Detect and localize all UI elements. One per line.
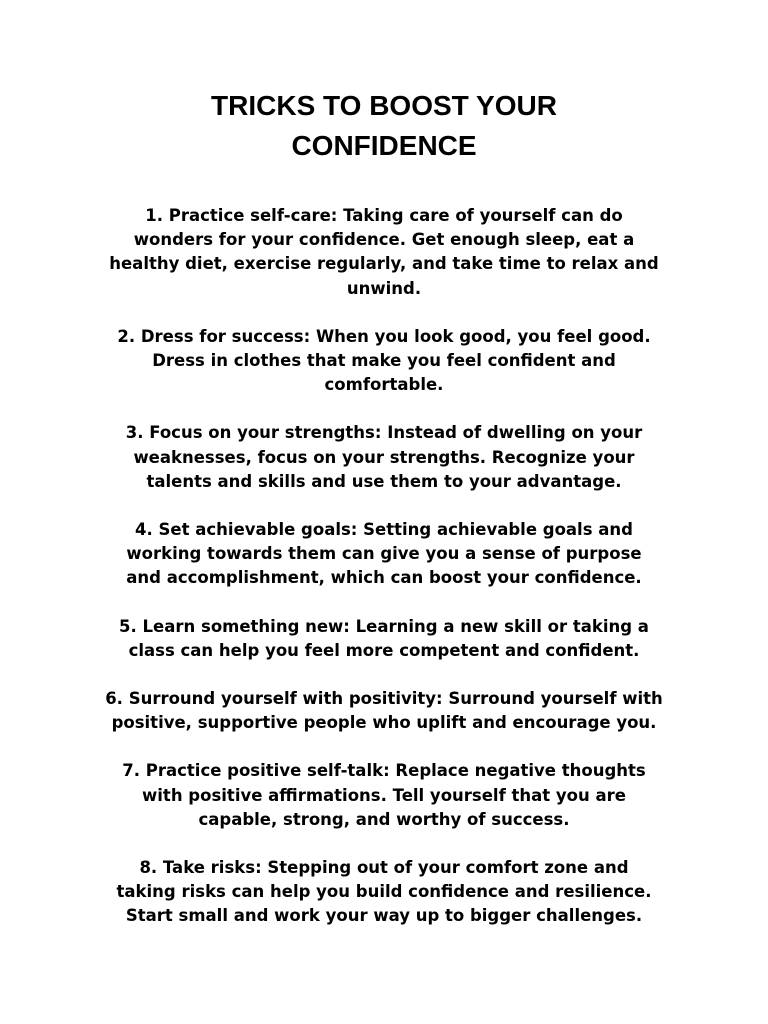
tip-text-line: unwind. xyxy=(346,278,422,298)
tip-item-8 xyxy=(84,856,684,929)
tip-text-line: working towards them can give you a sense of purpose xyxy=(126,544,642,564)
tip-text-line: 6. Surround yourself with positivity: Surround yourself with xyxy=(105,689,663,709)
tip-text-line: healthy diet, exercise regularly, and take time to relax and xyxy=(109,254,659,274)
tip-item-7 xyxy=(84,759,684,832)
tip-text-line: 2. Dress for success: When you look good, you feel good. xyxy=(117,326,651,346)
tip-item-6 xyxy=(84,687,684,735)
tip-item-2 xyxy=(84,325,684,398)
tip-text-line: weaknesses, focus on your strengths. Recognize your xyxy=(133,447,635,467)
title-line-1: TRICKS TO BOOST YOUR xyxy=(211,90,557,121)
tip-item-3 xyxy=(84,421,684,494)
title-line-2: CONFIDENCE xyxy=(291,130,477,161)
tips-list xyxy=(84,204,684,953)
tip-text-line: Start small and work your way up to bigger challenges. xyxy=(125,906,643,926)
tip-text-line: and accomplishment, which can boost your confidence. xyxy=(126,568,642,588)
tip-text-line: capable, strong, and worthy of success. xyxy=(198,809,570,829)
tip-text-line: Dress in clothes that make you feel confident and xyxy=(152,351,616,371)
tip-text-line: wonders for your confidence. Get enough sleep, eat a xyxy=(133,230,635,250)
tip-text-line: talents and skills and use them to your advantage. xyxy=(146,471,622,491)
tip-item-5 xyxy=(84,615,684,663)
tip-text-line: 1. Practice self-care: Taking care of yourself can do xyxy=(145,206,623,225)
tip-text-line: 8. Take risks: Stepping out of your comfort zone and xyxy=(139,858,629,878)
tip-text-line: 7. Practice positive self-talk: Replace negative thoughts xyxy=(122,761,646,781)
tip-text-line: 4. Set achievable goals: Setting achievable goals and xyxy=(135,520,633,540)
tip-text-line: comfortable. xyxy=(324,375,444,395)
tip-text-line: with positive affirmations. Tell yourself that you are xyxy=(142,785,626,805)
tip-text-line: taking risks can help you build confidence and resilience. xyxy=(116,882,652,902)
tip-item-1 xyxy=(84,204,684,301)
tip-text-line: 3. Focus on your strengths: Instead of dwelling on your xyxy=(125,423,643,443)
tip-text-line: class can help you feel more competent and confident. xyxy=(128,640,640,660)
tip-text-line: positive, supportive people who uplift and encourage you. xyxy=(111,713,657,733)
tip-text-line: 5. Learn something new: Learning a new skill or taking a xyxy=(119,616,649,636)
page-title xyxy=(0,86,768,166)
tip-item-4 xyxy=(84,518,684,591)
